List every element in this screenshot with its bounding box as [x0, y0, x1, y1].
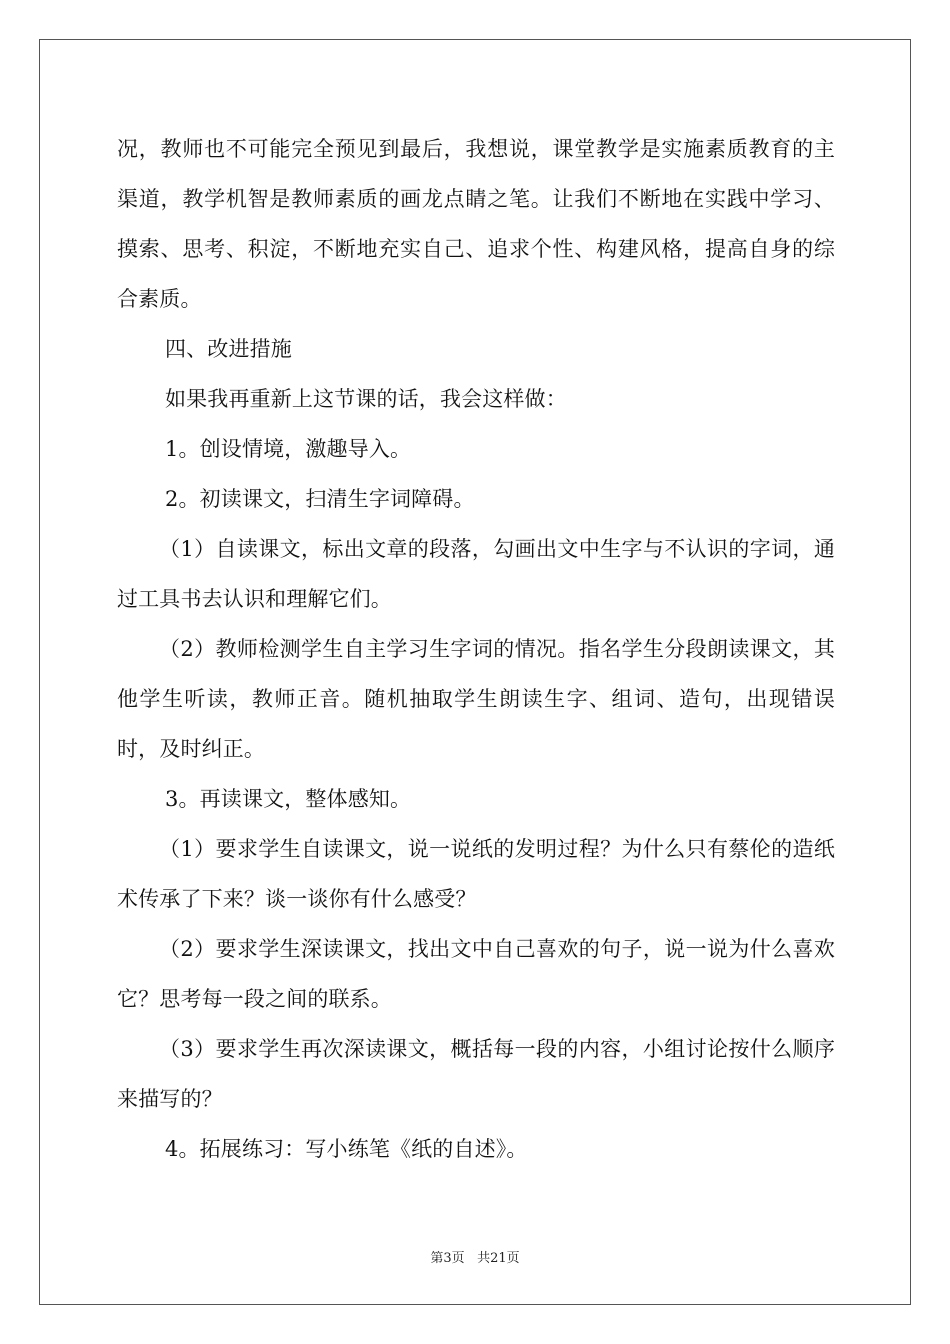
section-heading-improvements: 四、改进措施 [165, 337, 292, 361]
paragraph-conclusion: 况，教师也不可能完全预见到最后，我想说，课堂教学是实施素质教育的主渠道，教学机智是教师素质的画龙点睛之笔。让我们不断地在实践中学习、摸索、思考、积淀，不断地充实自己、追求个性、构建风格，提高自身的综合素质。 [117, 137, 835, 311]
page-total: 共21页 [477, 1251, 520, 1266]
step-2-sub-2: （2）教师检测学生自主学习生字词的情况。指名学生分段朗读课文，其他学生听读，教师正音。随机抽取学生朗读生字、组词、造句，出现错误时，及时纠正。 [117, 637, 835, 761]
step-3-sub-2: （2）要求学生深读课文，找出文中自己喜欢的句子，说一说为什么喜欢它？思考每一段之间的联系。 [117, 937, 835, 1011]
step-3-sub-1: （1）要求学生自读课文，说一说纸的发明过程？为什么只有蔡伦的造纸术传承了下来？谈一谈你有什么感受？ [117, 837, 835, 911]
step-3: 3。再读课文，整体感知。 [165, 787, 412, 811]
document-body [117, 124, 835, 1174]
step-2-sub-1: （1）自读课文，标出文章的段落，勾画出文中生字与不认识的字词，通过工具书去认识和理解它们。 [117, 537, 835, 611]
page-number: 第3页 [430, 1251, 465, 1266]
page-footer [0, 1247, 950, 1266]
step-2: 2。初读课文，扫清生字词障碍。 [165, 487, 475, 511]
step-3-sub-3: （3）要求学生再次深读课文，概括每一段的内容，小组讨论按什么顺序来描写的？ [117, 1037, 835, 1111]
paragraph-intro: 如果我再重新上这节课的话，我会这样做： [165, 387, 567, 411]
step-4: 4。拓展练习：写小练笔《纸的自述》。 [165, 1137, 528, 1161]
step-1: 1。创设情境，激趣导入。 [165, 437, 412, 461]
